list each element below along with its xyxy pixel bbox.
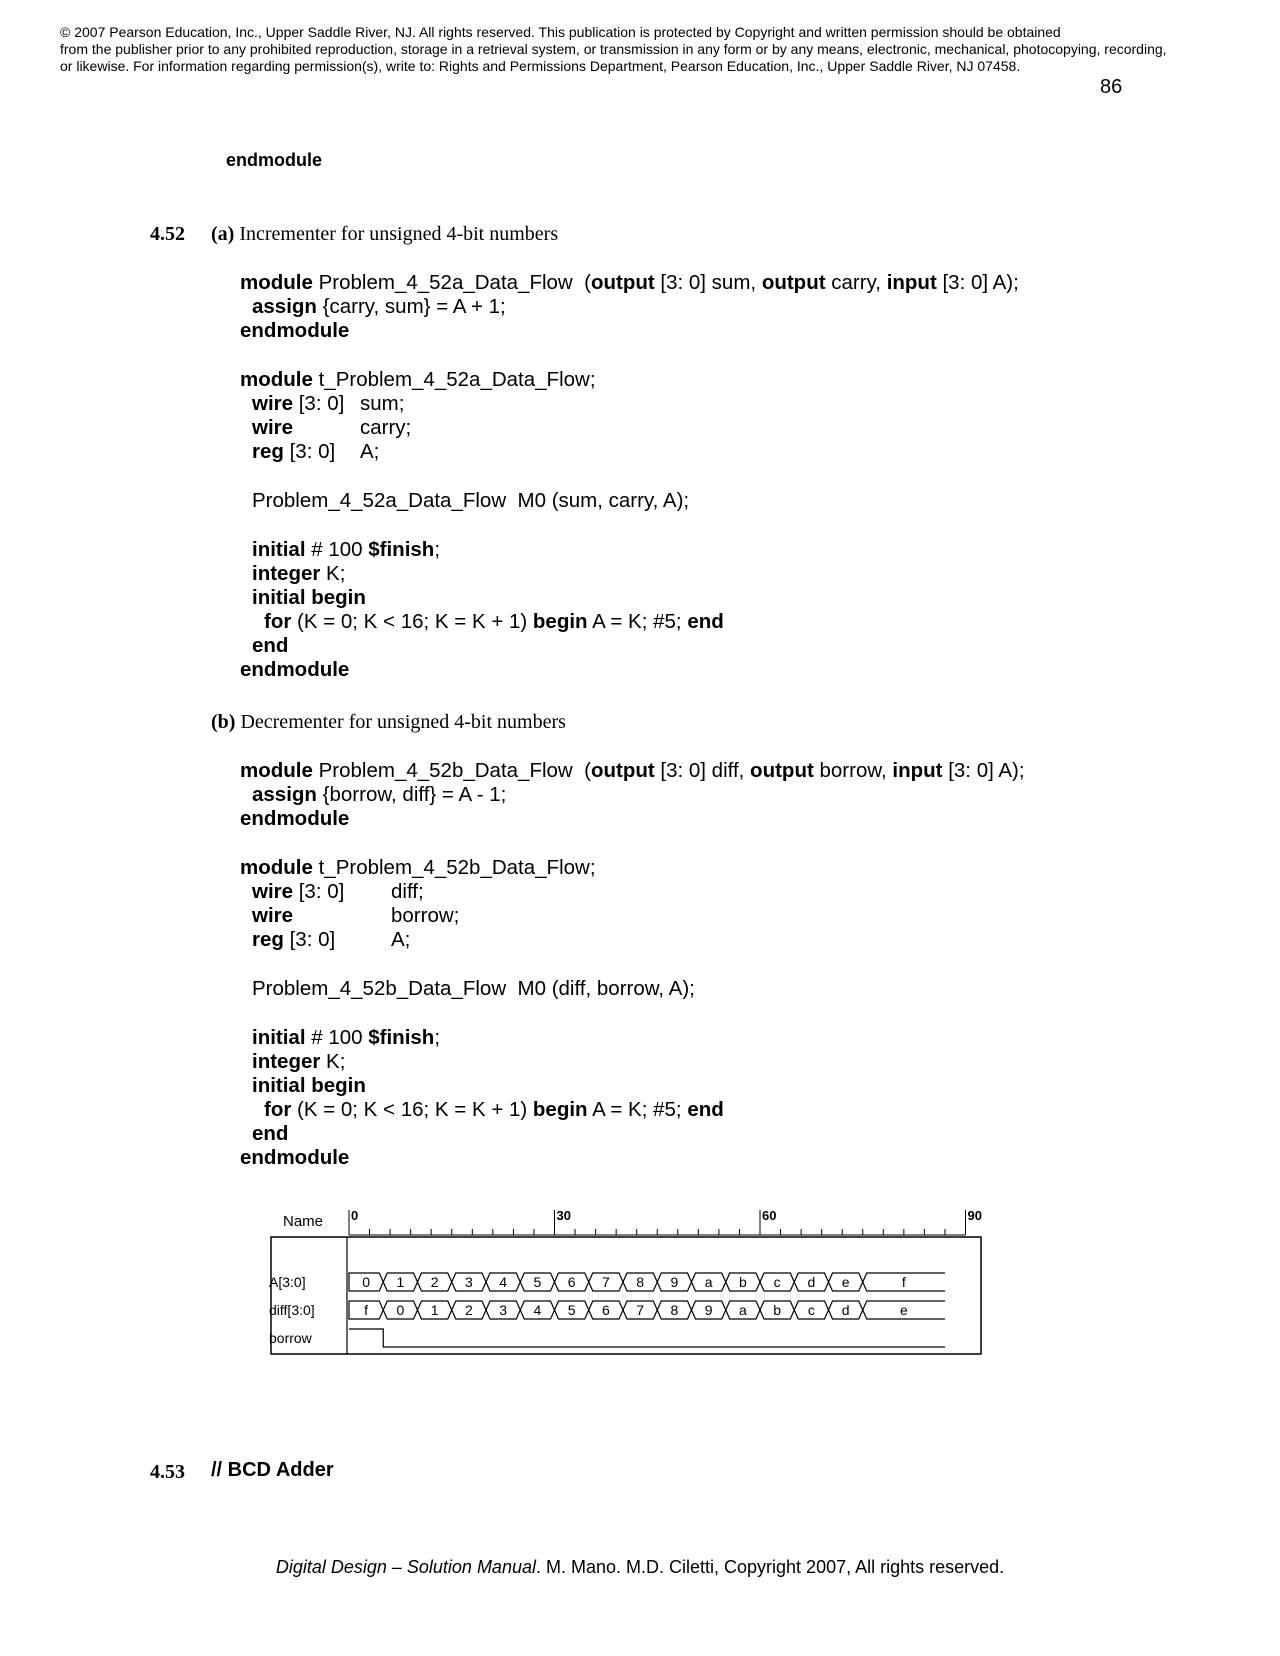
- part-a-label: (a): [211, 223, 235, 245]
- code-decl-a-1-name: sum;: [360, 392, 405, 415]
- waveform-diagram: [262, 1198, 1022, 1358]
- part-a-title: Incrementer for unsigned 4-bit numbers: [234, 223, 559, 245]
- waveform-traces: [349, 1273, 945, 1347]
- bus-value-label: a: [738, 1302, 747, 1318]
- bus-value-label: 1: [396, 1274, 405, 1290]
- problem-number-4-52: 4.52: [150, 223, 185, 245]
- code-initial-begin-a: initial begin: [252, 586, 366, 609]
- code-end-a: end: [252, 634, 289, 657]
- copyright-notice: [60, 24, 1240, 75]
- code-testbench-a: module t_Problem_4_52a_Data_Flow;: [240, 368, 596, 391]
- code-module-b: module Problem_4_52b_Data_Flow (output [3: 0] diff, output borrow, input [3: 0] A);: [240, 759, 1025, 782]
- code-decl-b-2-name: borrow;: [391, 904, 460, 927]
- part-a-heading: [211, 223, 558, 246]
- axis-time-label: 30: [556, 1208, 571, 1223]
- waveform-signal-names: [269, 1274, 315, 1346]
- bus-value-label: 4: [533, 1302, 542, 1318]
- bus-value-label: 5: [533, 1274, 542, 1290]
- signal-name: A[3:0]: [269, 1274, 306, 1290]
- part-b-title: Decrementer for unsigned 4-bit numbers: [235, 711, 566, 733]
- waveform-frame: [271, 1237, 981, 1354]
- copyright-line: or likewise. For information regarding permission(s), write to: Rights and Permissions Department, Pearson Education, Inc., Upper Saddle River, NJ 07458.: [60, 58, 1021, 74]
- waveform-name-header: Name: [283, 1213, 324, 1230]
- code-assign-b: assign {borrow, diff} = A - 1;: [252, 783, 507, 806]
- code-decl-a-1: wire [3: 0]: [252, 392, 345, 415]
- bus-value-label: 2: [430, 1274, 439, 1290]
- waveform-time-axis: [349, 1208, 982, 1235]
- code-endmodule-tb-a: endmodule: [240, 658, 350, 681]
- code-testbench-b: module t_Problem_4_52b_Data_Flow;: [240, 856, 596, 879]
- bus-value-label: 8: [670, 1302, 679, 1318]
- bus-value-label: 7: [601, 1274, 610, 1290]
- code-end-b: end: [252, 1122, 289, 1145]
- bus-value-label: b: [773, 1302, 782, 1318]
- bus-value-label: 2: [464, 1302, 473, 1318]
- bus-value-label: c: [807, 1302, 815, 1318]
- copyright-line: © 2007 Pearson Education, Inc., Upper Saddle River, NJ. All rights reserved. This publication is protected by Copyright and written permission should be obtained: [60, 24, 1061, 40]
- bus-value-label: 9: [670, 1274, 679, 1290]
- code-instance-a: Problem_4_52a_Data_Flow M0 (sum, carry, A);: [252, 489, 690, 512]
- code-decl-a-3: reg [3: 0]: [252, 440, 336, 463]
- code-decl-a-2-name: carry;: [360, 416, 412, 439]
- code-decl-b-1-name: diff;: [391, 880, 424, 903]
- code-decl-b-2: wire: [252, 904, 294, 927]
- code-assign-a: assign {carry, sum} = A + 1;: [252, 295, 506, 318]
- code-instance-b: Problem_4_52b_Data_Flow M0 (diff, borrow, A);: [252, 977, 695, 1000]
- bus-value-label: 4: [499, 1274, 508, 1290]
- signal-name: diff[3:0]: [269, 1302, 315, 1318]
- bus-value-label: e: [899, 1302, 908, 1318]
- bus-value-label: 0: [396, 1302, 405, 1318]
- bus-value-label: 9: [704, 1302, 713, 1318]
- bus-value-label: 0: [362, 1274, 371, 1290]
- problem-number-4-53: 4.53: [150, 1461, 185, 1483]
- bus-value-label: 8: [636, 1274, 645, 1290]
- bus-value-label: 6: [567, 1274, 576, 1290]
- code-decl-a-3-name: A;: [360, 440, 380, 463]
- copyright-line: from the publisher prior to any prohibited reproduction, storage in a retrieval system, or transmission in any form or by any means, electronic, mechanical, photocopying, recording,: [60, 41, 1167, 57]
- bus-value-label: d: [841, 1302, 850, 1318]
- bus-value-label: 7: [636, 1302, 645, 1318]
- code-decl-a-2: wire: [252, 416, 294, 439]
- bus-value-label: b: [738, 1274, 747, 1290]
- code-endmodule-tb-b: endmodule: [240, 1146, 350, 1169]
- code-initial-begin-b: initial begin: [252, 1074, 366, 1097]
- bus-value-label: 5: [567, 1302, 576, 1318]
- axis-time-label: 60: [762, 1208, 777, 1223]
- code-decl-b-1: wire [3: 0]: [252, 880, 345, 903]
- code-initial-a: initial # 100 $finish;: [252, 538, 441, 561]
- code-for-b: for (K = 0; K < 16; K = K + 1) begin A = K; #5; end: [264, 1098, 724, 1121]
- bus-value-label: 3: [499, 1302, 508, 1318]
- bus-value-label: 1: [430, 1302, 439, 1318]
- code-module-a: module Problem_4_52a_Data_Flow (output [3: 0] sum, output carry, input [3: 0] A);: [240, 271, 1019, 294]
- axis-time-label: 0: [351, 1208, 359, 1223]
- signal-name: borrow: [269, 1330, 312, 1346]
- code-endmodule-b: endmodule: [240, 807, 350, 830]
- part-b-heading: [211, 711, 566, 734]
- footer-credit: . M. Mano. M.D. Ciletti, Copyright 2007, All rights reserved.: [535, 1557, 1005, 1577]
- code-integer-b: integer K;: [252, 1050, 346, 1073]
- bus-value-label: 6: [601, 1302, 610, 1318]
- bus-value-label: c: [773, 1274, 781, 1290]
- bus-value-label: e: [841, 1274, 850, 1290]
- bus-value-label: f: [364, 1302, 369, 1318]
- page-footer: [0, 1557, 1280, 1578]
- code-endmodule-a: endmodule: [240, 319, 350, 342]
- code-initial-b: initial # 100 $finish;: [252, 1026, 441, 1049]
- bit-trace: [349, 1329, 945, 1347]
- bus-value-label: d: [807, 1274, 816, 1290]
- problem-4-53-title: // BCD Adder: [211, 1459, 334, 1481]
- code-decl-b-3-name: A;: [391, 928, 411, 951]
- previous-endmodule: endmodule: [226, 150, 323, 170]
- bus-value-label: 3: [464, 1274, 473, 1290]
- axis-time-label: 90: [967, 1208, 982, 1223]
- part-b-label: (b): [211, 711, 236, 733]
- code-decl-b-3: reg [3: 0]: [252, 928, 336, 951]
- page-number: 86: [1100, 76, 1123, 98]
- bus-value-label: f: [901, 1274, 906, 1290]
- footer-book-title: Digital Design – Solution Manual: [275, 1557, 536, 1577]
- code-integer-a: integer K;: [252, 562, 346, 585]
- bus-value-label: a: [704, 1274, 713, 1290]
- code-for-a: for (K = 0; K < 16; K = K + 1) begin A = K; #5; end: [264, 610, 724, 633]
